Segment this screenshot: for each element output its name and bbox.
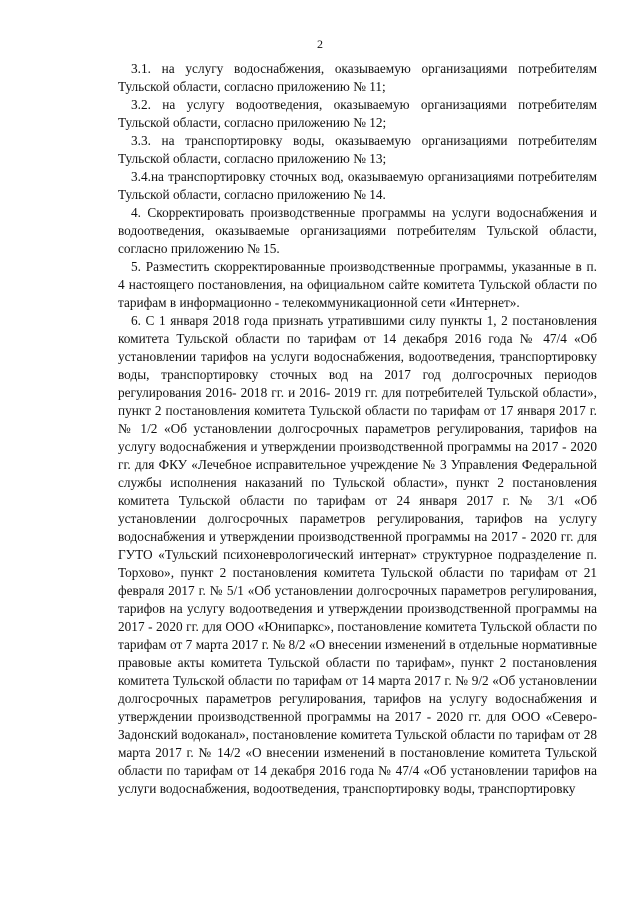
paragraph-3-1: 3.1. на услугу водоснабжения, оказываемую организациями потребителям Тульской области, согласно приложению № 11; [118,61,597,94]
paragraph-3-3: 3.3. на транспортировку воды, оказываемую организациями потребителям Тульской области, согласно приложению № 13; [118,133,597,166]
paragraph-3-4: 3.4.на транспортировку сточных вод, оказываемую организациями потребителям Тульской области, согласно приложению № 14. [118,169,597,202]
page-number: 2 [317,37,323,51]
paragraph-5: 5. Разместить скорректированные производственные программы, указанные в п. 4 настоящего постановления, на официальном сайте комитета Тульской области по тарифам в информационно - телекоммуникационной сети «Интернет». [118,259,597,310]
paragraph-3-2: 3.2. на услугу водоотведения, оказываемую организациями потребителям Тульской области, согласно приложению № 12; [118,97,597,130]
paragraph-4: 4. Скорректировать производственные программы на услуги водоснабжения и водоотведения, оказываемые организациями потребителям Тульской области, согласно приложению № 15. [118,205,597,256]
document-body [118,60,597,798]
paragraph-6: 6. С 1 января 2018 года признать утратившими силу пункты 1, 2 постановления комитета Тульской области по тарифам от 14 декабря 2016 года № 47/4 «Об установлении тарифов на услуги водоснабжения, водоотведения, транспортировку воды, транспортировку сточных вод на 2017 год долгосрочных периодов регулирования 2016- 2018 гг. и 2016- 2019 гг. для потребителей Тульской области», пункт 2 постановления комитета Тульской области по тарифам от 17 января 2017 г. № 1/2 «Об установлении долгосрочных параметров регулирования, тарифов на услугу водоснабжения и утверждении производственной программы на 2017 - 2020 гг. для ФКУ «Лечебное исправительное учреждение № 3 Управления Федеральной службы исполнения наказаний по Тульской области», пункт 2 постановления комитета Тульской области по тарифам от 24 января 2017 г. № 3/1 «Об установлении долгосрочных параметров регулирования, тарифов на услугу водоснабжения и утверждении производственной программы на 2017 - 2020 гг. для ГУТО «Тульский психоневрологический интернат» структурное подразделение п. Торхово», пункт 2 постановления комитета Тульской области по тарифам от 21 февраля 2017 г. № 5/1 «Об установлении долгосрочных параметров регулирования, тарифов на услугу водоотведения и утверждении производственной программы на 2017 - 2020 гг. для ООО «Юнипаркс», постановление комитета Тульской области по тарифам от 7 марта 2017 г. № 8/2 «О внесении изменений в отдельные нормативные правовые акты комитета Тульской области по тарифам», пункт 2 постановления комитета Тульской области по тарифам от 14 марта 2017 г. № 9/2 «Об установлении долгосрочных параметров регулирования, тарифов на услугу водоснабжения и утверждении производственной программы на 2017 - 2020 гг. для ООО «Северо-Задонский водоканал», постановление комитета Тульской области по тарифам от 28 марта 2017 г. № 14/2 «О внесении изменений в постановление комитета Тульской области по тарифам от 14 декабря 2016 года № 47/4 «Об установлении тарифов на услуги водоснабжения, водоотведения, транспортировку воды, транспортировку [118,313,597,796]
